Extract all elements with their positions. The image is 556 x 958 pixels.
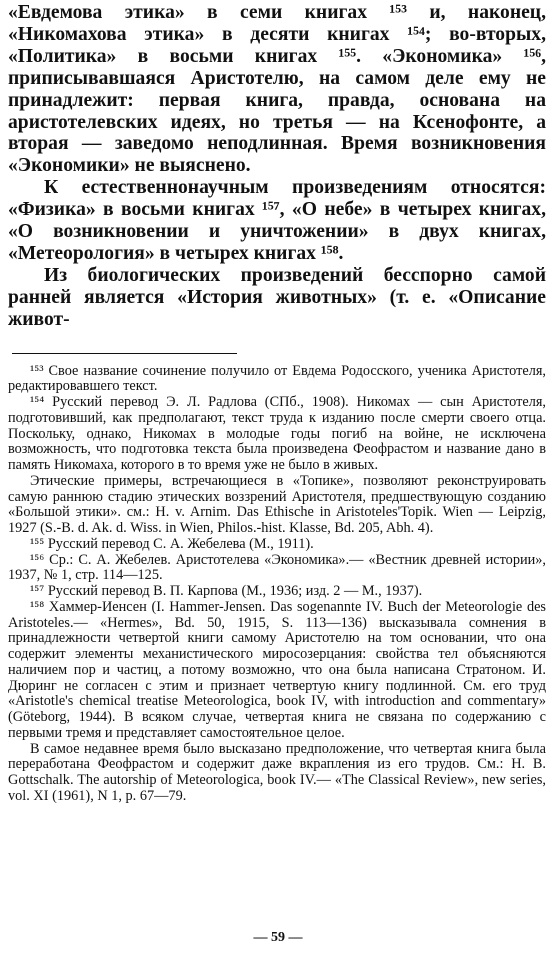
paragraph-ethics-politics: «Евдемова этика» в семи книгах ¹⁵³ и, наконец, «Никомахова этика» в десяти книгах ¹⁵⁴; во-вторых, «Политика» в восьми книгах ¹⁵⁵. «Экономика» ¹⁵⁶, приписывавшаяся Аристотелю, на самом деле ему не принадлежит: первая книга, правда, основана на аристотелевских идеях, но третья — на Ксенофонте, а вторая — заведомо неподлинная. Время возникновения «Экономики» не выяснено. — [8, 2, 546, 177]
footnote-153: ¹⁵³ Свое название сочинение получило от Евдема Родосского, ученика Аристотеля, редактировавшего текст. — [8, 362, 546, 395]
footnote-157: ¹⁵⁷ Русский перевод В. П. Карпова (М., 1936; изд. 2 — М., 1937). — [30, 583, 423, 600]
main-text — [8, 2, 546, 331]
footnotes — [8, 364, 546, 805]
paragraph-natural-science: К естественнонаучным произведениям относятся: «Физика» в восьми книгах ¹⁵⁷, «О небе» в четырех книгах, «О возникновении и уничтожении» в двух книгах, «Метеорология» в четырех книгах ¹⁵⁸. — [8, 177, 546, 264]
footnote-158: ¹⁵⁸ Хаммер-Иенсен (I. Hammer-Jensen. Das sogenannte IV. Buch der Meteorologie des Aristoteles.— «Hermes», Bd. 50, 1915, S. 113—136) высказывала сомнения в принадлежности четвертой книги самому Аристотелю на том основании, что она содержит элементы механистического миросозерцания: свойства тел объясняются наличием пор и частиц, а потому возможно, что она была написана Стратоном. И. Дюринг не согласен с этим и признает четвертую книгу подлинной. См. его труд «Aristotle's chemical treatise Meteorologica, book IV, with introduction and commentary» (Göteborg, 1944). В всяком случае, четвертая книга не связана по содержанию с первыми тремя и представляет самостоятельное целое. — [8, 598, 546, 741]
page-number: — 59 — — [253, 930, 303, 945]
footnote-158-continued: В самое недавнее время было высказано предположение, что четвертая книга была переработана Феофрастом и содержит даже вкрапления из его трудов. См.: H. B. Gottschalk. The autorship of Meteorologica, book IV.— «The Classical Review», new series, vol. XI (1961), N 1, p. 67—79. — [8, 740, 546, 804]
paragraph-biology: Из биологических произведений бесспорно самой ранней является «История животных» (т. е. «Описание живот- — [8, 264, 546, 330]
footnote-155: ¹⁵⁵ Русский перевод С. А. Жебелева (М., 1911). — [30, 535, 314, 552]
footnote-154-continued: Этические примеры, встречающиеся в «Топике», позволяют реконструировать самую раннюю стадию этических воззрений Аристотеля, предшествующую созданию «Большой этики». см.: H. v. Arnim. Das Ethische in Aristoteles'Topik. Wien — Leipzig, 1927 (S.-B. d. Ak. d. Wiss. in Wien, Philos.-hist. Klasse, Bd. 205, Abh. 4). — [8, 472, 546, 537]
footnote-divider — [12, 353, 237, 354]
footnote-154: ¹⁵⁴ Русский перевод Э. Л. Радлова (СПб., 1908). Никомах — сын Аристотеля, подготовивший, как предполагают, текст труда к изданию после смерти своего отца. Поскольку, однако, Никомах в молодые годы погиб на войне, не исключена возможность, что подготовка текста была произведена Феофрастом и название дано в память Никомаха, которого в то время уже не было в живых. — [8, 394, 546, 474]
footnote-156: ¹⁵⁶ Ср.: С. А. Жебелев. Аристотелева «Экономика».— «Вестник древней истории», 1937, № 1, стр. 114—125. — [8, 551, 546, 584]
